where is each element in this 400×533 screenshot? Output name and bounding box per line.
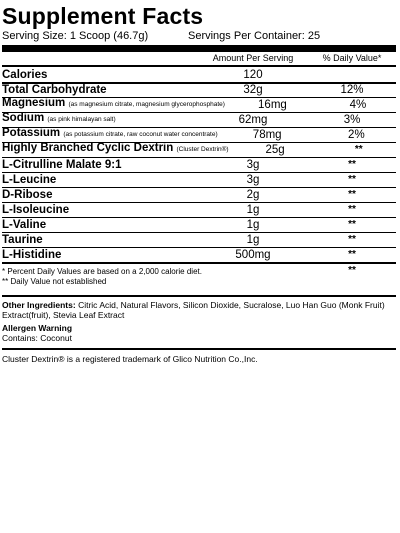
servings-per-container: Servings Per Container: 25 <box>188 30 321 42</box>
nutrient-name-cell <box>2 141 229 157</box>
nutrient-amount: 500mg <box>235 249 271 261</box>
allergen-warning <box>2 323 396 348</box>
nutrient-amount: 1g <box>246 204 260 216</box>
table-row <box>2 142 396 157</box>
daily-value-header: % Daily Value* <box>322 53 382 63</box>
table-row <box>2 157 396 172</box>
table-row <box>2 232 396 247</box>
nutrient-name-cell <box>2 126 218 142</box>
nutrient-name-cell <box>2 233 198 247</box>
table-row <box>2 172 396 187</box>
nutrient-name: D-Ribose <box>2 189 53 201</box>
nutrient-name-cell <box>2 83 198 97</box>
thick-divider <box>2 45 396 52</box>
trademark-notice: Cluster Dextrin® is a registered trademark of Glico Nutrition Co.,Inc. <box>2 354 258 364</box>
nutrient-daily-value: ** <box>348 189 356 200</box>
nutrient-amount: 25g <box>265 144 285 156</box>
serving-size: Serving Size: 1 Scoop (46.7g) <box>2 30 149 42</box>
nutrient-name: Total Carbohydrate <box>2 84 107 96</box>
nutrient-name: L-Valine <box>2 219 47 231</box>
nutrient-table <box>2 67 396 262</box>
serving-info <box>2 29 396 43</box>
nutrient-daily-value: ** <box>348 204 356 215</box>
other-ingredients <box>2 297 396 323</box>
supplement-facts-panel <box>2 4 396 364</box>
nutrient-source-note: (Cluster Dextrin®) <box>176 146 229 153</box>
nutrient-source-note: (as magnesium citrate, magnesium glycerophosphate) <box>68 101 225 108</box>
nutrient-daily-value: 4% <box>349 99 367 111</box>
footnote-not-established: ** Daily Value not established <box>2 277 107 286</box>
nutrient-name: Magnesium <box>2 97 66 109</box>
nutrient-amount: 62mg <box>238 114 268 126</box>
nutrient-name-cell <box>2 203 198 217</box>
nutrient-name: Highly Branched Cyclic Dextrin <box>2 142 174 154</box>
nutrient-daily-value: ** <box>348 249 356 260</box>
amount-header: Amount Per Serving <box>212 53 294 63</box>
nutrient-daily-value: ** <box>348 219 356 230</box>
nutrient-daily-value: 2% <box>348 129 365 141</box>
other-ingredients-text: Citric Acid, Natural Flavors, Silicon Dioxide, Sucralose, Luo Han Guo (Monk Fruit) Extract(fruit), Stevia Leaf Extract <box>2 300 385 320</box>
nutrient-name-cell <box>2 173 198 187</box>
nutrient-amount: 2g <box>246 189 260 201</box>
nutrient-name-cell <box>2 188 198 202</box>
nutrient-name-cell <box>2 158 198 172</box>
nutrient-name: L-Citrulline Malate 9:1 <box>2 159 122 171</box>
nutrient-name: Taurine <box>2 234 43 246</box>
footnote-daily-value: * Percent Daily Values are based on a 2,000 calorie diet. <box>2 267 202 276</box>
nutrient-amount: 78mg <box>252 129 282 141</box>
table-row <box>2 82 396 97</box>
nutrient-name-cell <box>2 218 198 232</box>
nutrient-amount: 1g <box>246 234 260 246</box>
table-row <box>2 112 396 127</box>
nutrient-name-cell <box>2 248 198 262</box>
table-row <box>2 202 396 217</box>
nutrient-source-note: (as pink himalayan salt) <box>47 116 116 123</box>
nutrient-amount: 3g <box>246 174 260 186</box>
nutrient-name: L-Leucine <box>2 174 57 186</box>
nutrient-daily-value: ** <box>348 234 356 245</box>
nutrient-amount: 16mg <box>258 99 287 111</box>
nutrient-daily-value: ** <box>348 159 356 170</box>
panel-title: Supplement Facts <box>2 3 204 29</box>
table-row <box>2 247 396 262</box>
table-row <box>2 217 396 232</box>
nutrient-name: Potassium <box>2 127 61 139</box>
nutrient-name-cell <box>2 68 198 82</box>
nutrient-daily-value: 3% <box>343 114 361 126</box>
table-row <box>2 187 396 202</box>
table-row <box>2 97 396 112</box>
nutrient-daily-value: ** <box>354 144 363 155</box>
footnotes <box>2 264 396 287</box>
allergen-text: Contains: Coconut <box>2 333 72 343</box>
nutrient-name-cell <box>2 96 225 112</box>
table-row <box>2 67 396 82</box>
nutrient-daily-value: 12% <box>340 84 364 96</box>
allergen-label: Allergen Warning <box>2 323 73 333</box>
other-ingredients-label: Other Ingredients: <box>2 300 76 310</box>
nutrient-amount: 3g <box>246 159 260 171</box>
nutrient-daily-value: ** <box>348 174 356 185</box>
table-row <box>2 127 396 142</box>
nutrient-amount: 120 <box>243 69 263 81</box>
footnote-star: ** <box>348 265 356 276</box>
nutrient-source-note: (as potassium citrate, raw coconut water concentrate) <box>63 131 218 138</box>
nutrient-name-cell <box>2 111 198 127</box>
nutrient-name: Sodium <box>2 112 45 124</box>
column-header <box>2 52 396 65</box>
nutrient-name: Calories <box>2 69 48 81</box>
nutrient-name: L-Isoleucine <box>2 204 70 216</box>
nutrient-name: L-Histidine <box>2 249 62 261</box>
nutrient-amount: 1g <box>246 219 260 231</box>
nutrient-amount: 32g <box>243 84 263 96</box>
